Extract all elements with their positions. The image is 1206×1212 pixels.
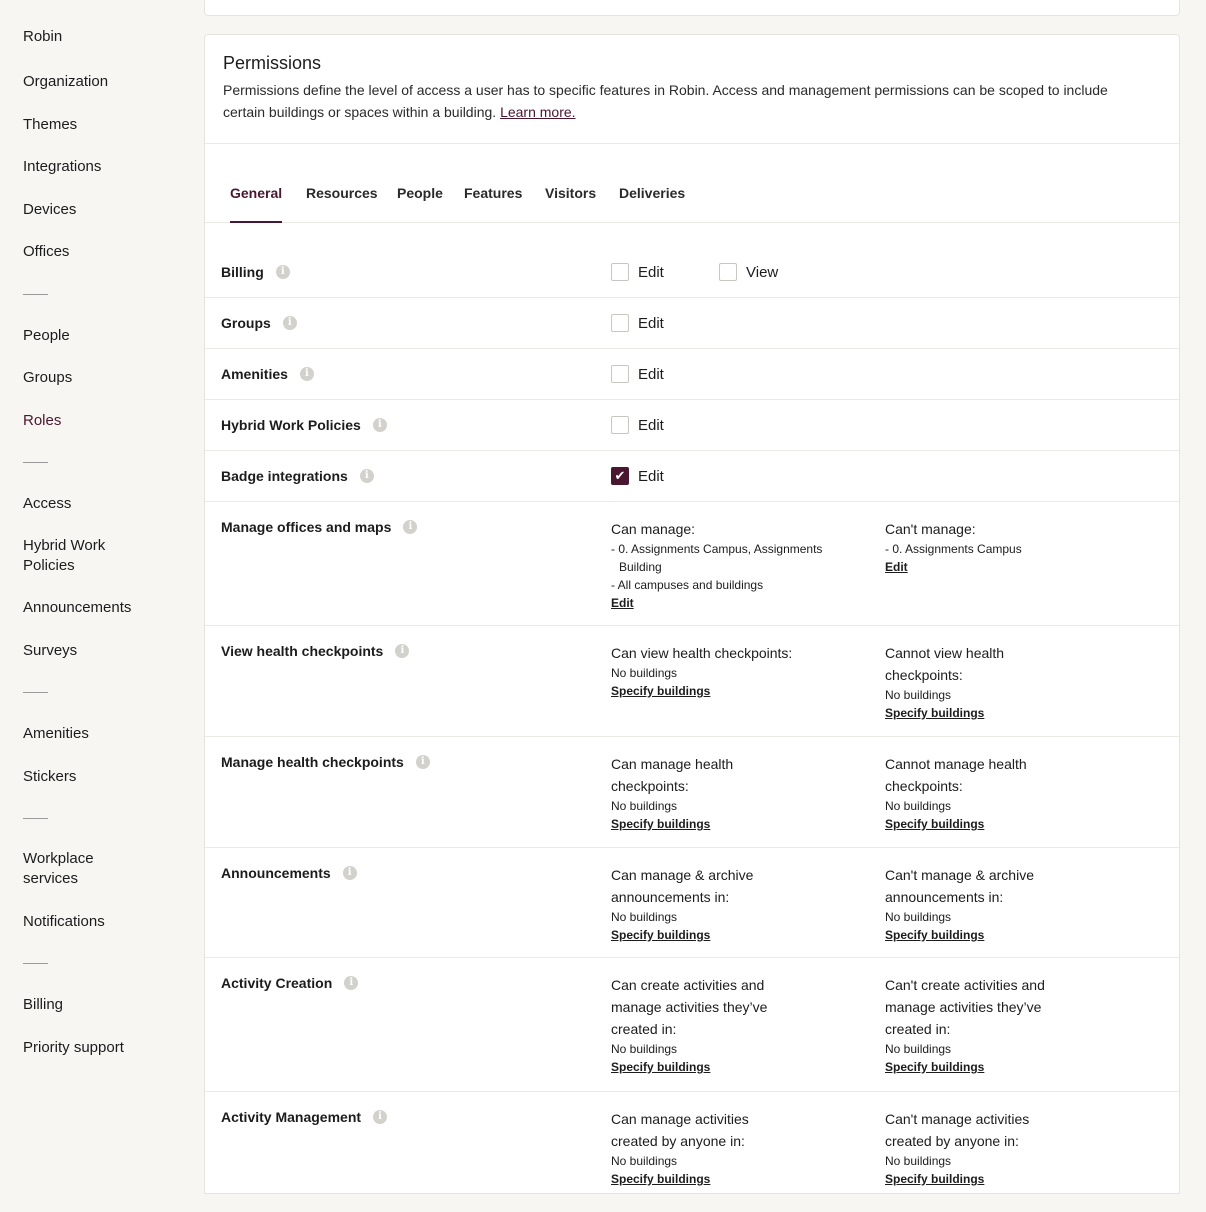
scope-heading: Cannot view health checkpoints:	[885, 645, 1005, 683]
checkbox-label: View	[746, 263, 779, 281]
sidebar-item-amenities[interactable]: Amenities	[23, 725, 89, 742]
permission-label	[221, 974, 358, 992]
scope-heading: Can't manage & archive announcements in:	[885, 867, 1034, 905]
sidebar-divider	[23, 462, 48, 463]
scope-heading: Can manage:	[611, 521, 696, 537]
billing-view-checkbox[interactable]	[719, 263, 778, 281]
scope-item: - 0. Assignments Campus	[885, 542, 1022, 556]
info-icon[interactable]: i	[373, 1110, 387, 1124]
permission-label	[221, 1108, 387, 1126]
specify-buildings-link[interactable]: Specify buildings	[885, 817, 985, 831]
can-manage-announcements-scope	[611, 864, 786, 944]
sidebar-item-devices[interactable]: Devices	[23, 201, 77, 218]
badge-edit-checkbox[interactable]	[611, 467, 664, 485]
sidebar-item-workplace-services[interactable]: Workplace services	[23, 850, 94, 887]
permission-row-activity-management	[205, 1092, 1179, 1212]
info-icon[interactable]: i	[283, 316, 297, 330]
cant-manage-scope	[885, 518, 1115, 576]
sidebar-item-stickers[interactable]: Stickers	[23, 768, 77, 785]
permissions-title: Permissions	[223, 53, 322, 73]
groups-edit-checkbox[interactable]	[611, 314, 664, 332]
sidebar-divider	[23, 692, 48, 693]
permission-label	[221, 642, 409, 660]
checkmark-icon[interactable]: ✔	[611, 467, 629, 485]
scope-value: No buildings	[611, 910, 678, 924]
can-manage-health-scope	[611, 753, 786, 833]
scope-value: No buildings	[885, 1042, 952, 1056]
info-icon[interactable]: i	[300, 367, 314, 381]
sidebar-item-themes[interactable]: Themes	[23, 116, 78, 133]
permission-label	[221, 263, 290, 281]
info-icon[interactable]: i	[416, 755, 430, 769]
settings-sidebar	[0, 0, 190, 1174]
sidebar-item-hybrid-work-policies[interactable]: Hybrid Work Policies	[23, 537, 106, 574]
cant-create-activities-scope	[885, 974, 1070, 1076]
scope-heading: Can view health checkpoints:	[611, 645, 793, 661]
amenities-edit-checkbox[interactable]	[611, 365, 664, 383]
previous-section-card	[204, 0, 1180, 16]
info-icon[interactable]: i	[403, 520, 417, 534]
tab-people[interactable]: People	[397, 185, 443, 201]
checkbox-box[interactable]	[611, 263, 629, 281]
permission-row-manage-offices	[205, 502, 1179, 626]
specify-buildings-link[interactable]: Specify buildings	[611, 1060, 711, 1074]
scope-value: No buildings	[885, 688, 952, 702]
checkbox-label: Edit	[638, 416, 664, 434]
scope-value: No buildings	[885, 910, 952, 924]
scope-value: No buildings	[611, 1042, 678, 1056]
can-create-activities-scope	[611, 974, 791, 1076]
can-manage-scope	[611, 518, 841, 612]
tab-general[interactable]: General	[230, 184, 282, 223]
sidebar-item-priority-support[interactable]: Priority support	[23, 1039, 124, 1056]
scope-item: - 0. Assignments Campus, Assignments	[611, 542, 823, 556]
permission-label-text: Groups	[221, 315, 271, 331]
sidebar-divider	[23, 818, 48, 819]
permission-row-billing	[205, 223, 1179, 298]
permission-label	[221, 365, 314, 383]
permission-label	[221, 467, 374, 485]
permission-row-manage-health-checkpoints	[205, 737, 1179, 848]
scope-heading: Can't create activities and manage activities they’ve created in:	[885, 977, 1045, 1037]
permissions-description	[223, 79, 1153, 123]
permission-row-amenities	[205, 349, 1179, 400]
info-icon[interactable]: i	[344, 976, 358, 990]
billing-edit-checkbox[interactable]	[611, 263, 664, 281]
sidebar-item-roles[interactable]: Roles	[23, 412, 62, 429]
cant-manage-edit-link[interactable]: Edit	[885, 560, 908, 574]
scope-heading: Can create activities and manage activities they’ve created in:	[611, 977, 768, 1037]
sidebar-item-integrations[interactable]: Integrations	[23, 158, 102, 175]
can-manage-edit-link[interactable]: Edit	[611, 596, 634, 610]
permission-label-text: Announcements	[221, 865, 331, 881]
sidebar-item-access[interactable]: Access	[23, 495, 72, 512]
can-view-health-scope	[611, 642, 821, 700]
specify-buildings-link[interactable]: Specify buildings	[885, 1060, 985, 1074]
permissions-header	[205, 35, 1179, 144]
scope-heading: Cannot manage health checkpoints:	[885, 756, 1027, 794]
permissions-tabs	[205, 144, 1179, 223]
permission-label-text: Amenities	[221, 366, 288, 382]
permission-label	[221, 416, 387, 434]
permissions-description-text: Permissions define the level of access a user has to specific features in Robin. Access and management permissions can be scoped to include certain buildings or spaces within a building.	[223, 82, 1108, 120]
checkbox-label: Edit	[638, 263, 664, 281]
scope-value: No buildings	[611, 666, 678, 680]
sidebar-item-announcements[interactable]: Announcements	[23, 599, 132, 616]
checkbox-label: Edit	[638, 314, 664, 332]
sidebar-divider	[23, 963, 48, 964]
permission-label-text: Badge integrations	[221, 468, 348, 484]
cant-manage-activities-scope	[885, 1108, 1060, 1188]
specify-buildings-link[interactable]: Specify buildings	[611, 928, 711, 942]
permission-label-text: Hybrid Work Policies	[221, 417, 361, 433]
scope-list	[885, 540, 1115, 558]
cannot-manage-health-scope	[885, 753, 1060, 833]
permission-row-announcements	[205, 848, 1179, 958]
info-icon[interactable]: i	[276, 265, 290, 279]
permission-row-view-health-checkpoints	[205, 626, 1179, 737]
checkbox-box[interactable]	[719, 263, 737, 281]
checkbox-box[interactable]	[611, 314, 629, 332]
scope-value: No buildings	[611, 799, 678, 813]
scope-heading: Can manage health checkpoints:	[611, 756, 734, 794]
info-icon[interactable]: i	[395, 644, 409, 658]
sidebar-item-notifications[interactable]: Notifications	[23, 913, 105, 930]
info-icon[interactable]: i	[360, 469, 374, 483]
permission-label-text: Manage health checkpoints	[221, 754, 404, 770]
permission-label	[221, 864, 357, 882]
specify-buildings-link[interactable]: Specify buildings	[611, 1172, 711, 1186]
permission-row-activity-creation	[205, 958, 1179, 1092]
info-icon[interactable]: i	[373, 418, 387, 432]
checkbox-box[interactable]	[611, 365, 629, 383]
permission-label	[221, 753, 430, 771]
sidebar-item-offices[interactable]: Offices	[23, 243, 70, 260]
permission-label-text: Manage offices and maps	[221, 519, 392, 535]
tab-features[interactable]: Features	[464, 185, 523, 201]
checkbox-label: Edit	[638, 467, 664, 485]
learn-more-link[interactable]: Learn more.	[500, 104, 576, 120]
scope-value: No buildings	[611, 1154, 678, 1168]
permission-label	[221, 314, 297, 332]
scope-heading: Can manage & archive announcements in:	[611, 867, 754, 905]
permission-label-text: Activity Management	[221, 1109, 362, 1125]
checkbox-label: Edit	[638, 365, 664, 383]
permission-row-badge-integrations	[205, 451, 1179, 502]
scope-heading: Can't manage:	[885, 521, 976, 537]
hybrid-edit-checkbox[interactable]	[611, 416, 664, 434]
info-icon[interactable]: i	[343, 866, 357, 880]
scope-value: No buildings	[885, 1154, 952, 1168]
scope-item: Building	[619, 560, 662, 574]
tab-visitors[interactable]: Visitors	[545, 185, 597, 201]
cannot-view-health-scope	[885, 642, 1060, 722]
can-manage-activities-scope	[611, 1108, 786, 1188]
checkbox-box[interactable]	[611, 416, 629, 434]
permission-label-text: Activity Creation	[221, 975, 333, 991]
permission-label-text: View health checkpoints	[221, 643, 384, 659]
sidebar-item-surveys[interactable]: Surveys	[23, 642, 78, 659]
cant-manage-announcements-scope	[885, 864, 1065, 944]
tab-resources[interactable]: Resources	[306, 185, 378, 201]
specify-buildings-link[interactable]: Specify buildings	[611, 684, 711, 698]
permission-row-groups	[205, 298, 1179, 349]
specify-buildings-link[interactable]: Specify buildings	[885, 1172, 985, 1186]
permission-label-text: Billing	[221, 264, 264, 280]
scope-heading: Can't manage activities created by anyone in:	[885, 1111, 1030, 1149]
scope-item: - All campuses and buildings	[611, 578, 764, 592]
specify-buildings-link[interactable]: Specify buildings	[885, 706, 985, 720]
sidebar-item-people[interactable]: People	[23, 327, 70, 344]
permissions-card	[204, 34, 1180, 1194]
scope-heading: Can manage activities created by anyone in:	[611, 1111, 749, 1149]
scope-value: No buildings	[885, 799, 952, 813]
scope-list	[611, 540, 841, 594]
specify-buildings-link[interactable]: Specify buildings	[885, 928, 985, 942]
specify-buildings-link[interactable]: Specify buildings	[611, 817, 711, 831]
sidebar-item-billing[interactable]: Billing	[23, 996, 64, 1013]
tab-deliveries[interactable]: Deliveries	[619, 185, 686, 201]
sidebar-item-robin[interactable]: Robin	[23, 28, 63, 45]
sidebar-divider	[23, 294, 48, 295]
permission-label	[221, 518, 417, 536]
sidebar-item-organization[interactable]: Organization	[23, 73, 109, 90]
sidebar-item-groups[interactable]: Groups	[23, 369, 73, 386]
permission-row-hybrid-work-policies	[205, 400, 1179, 451]
